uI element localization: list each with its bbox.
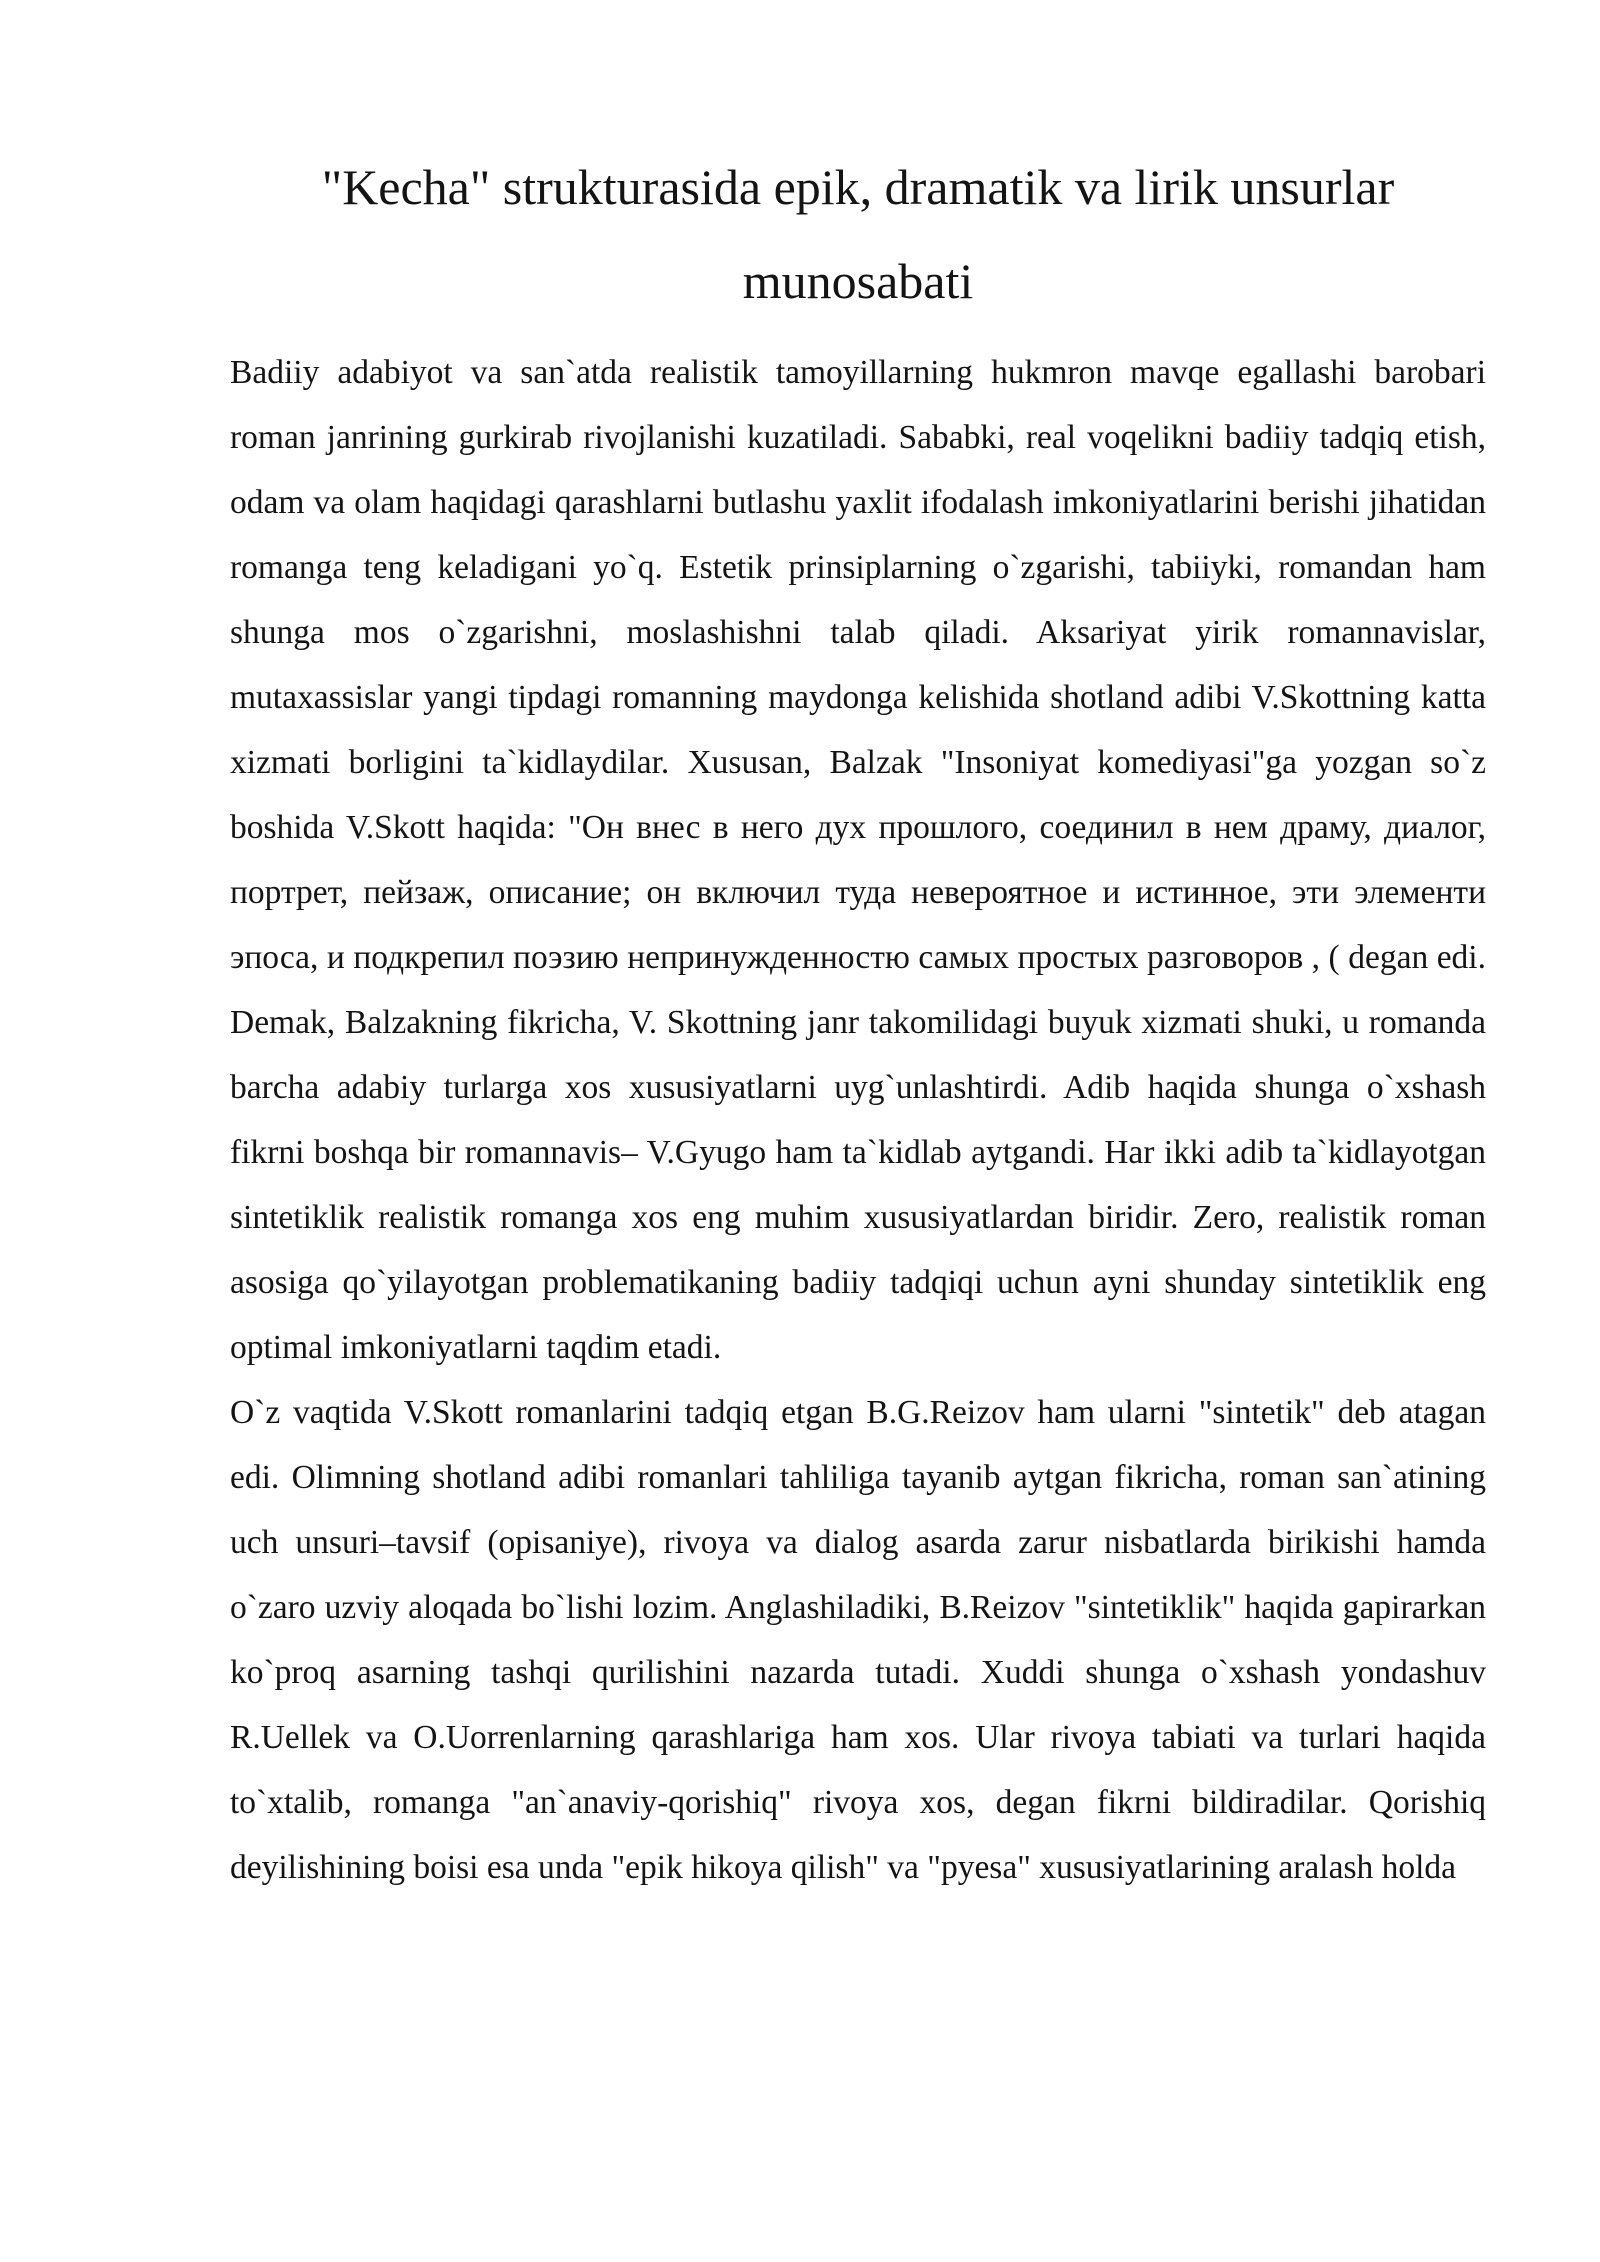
document-body — [230, 140, 1486, 1900]
paragraph: Badiiy adabiyot va san`atda realistik tamoyillarning hukmron mavqe egallashi barobari roman janrining gurkirab rivojlanishi kuzatiladi. Sababki, real voqelikni badiiy tadqiq etish, odam va olam haqidagi qarashlarni butlashu yaxlit ifodalash imkoniyatlarini berishi jihatidan romanga teng keladigani yo`q. Estetik prinsiplarning o`zgarishi, tabiiyki, romandan ham shunga mos o`zgarishni, moslashishni talab qiladi. Aksariyat yirik romannavislar, mutaxassislar yangi tipdagi romanning maydonga kelishida shotland adibi V.Skottning katta xizmati borligini ta`kidlaydilar. Xususan, Balzak "Insoniyat komediyasi"ga yozgan so`z boshida V.Skott haqida: "Он внес в него дух прошлого, соединил в нем драму, диалог, портрет, пейзаж, описание; он включил туда невероятное и истинное, эти элементи эпоса, и подкрепил поэзию непринужденностю самых простых разговоров , ( degan edi. Demak, Balzakning fikricha, V. Skottning janr takomilidagi buyuk xizmati shuki, u romanda barcha adabiy turlarga xos xususiyatlarni uyg`unlashtirdi. Adib haqida shunga o`xshash fikrni boshqa bir romannavis– V.Gyugo ham ta`kidlab aytgandi. Har ikki adib ta`kidlayotgan sintetiklik realistik romanga xos eng muhim xususiyatlardan biridir. Zero, realistik roman asosiga qo`yilayotgan problematikaning badiiy tadqiqi uchun ayni shunday sintetiklik eng optimal imkoniyatlarni taqdim etadi. — [230, 354, 1486, 1366]
paragraph: O`z vaqtida V.Skott romanlarini tadqiq etgan B.G.Reizov ham ularni "sintetik" deb atagan edi. Olimning shotland adibi romanlari tahliliga tayanib aytgan fikricha, roman san`atining uch unsuri–tavsif (opisaniye), rivoya va dialog asarda zarur nisbatlarda birikishi hamda o`zaro uzviy aloqada bo`lishi lozim. Anglashiladiki, B.Reizov "sintetiklik" haqida gapirarkan ko`proq asarning tashqi qurilishini nazarda tutadi. Xuddi shunga o`xshash yondashuv R.Uellek va O.Uorrenlarning qarashlariga ham xos. Ular rivoya tabiati va turlari haqida to`xtalib, romanga "an`anaviy-qorishiq" rivoya xos, degan fikrni bildiradilar. Qorishiq deyilishining boisi esa unda "epik hikoya qilish" va "pyesa" xususiyatlarining aralash holda — [230, 1394, 1486, 1886]
document-title: "Kecha" strukturasida epik, dramatik va lirik unsurlar munosabati — [321, 159, 1395, 309]
